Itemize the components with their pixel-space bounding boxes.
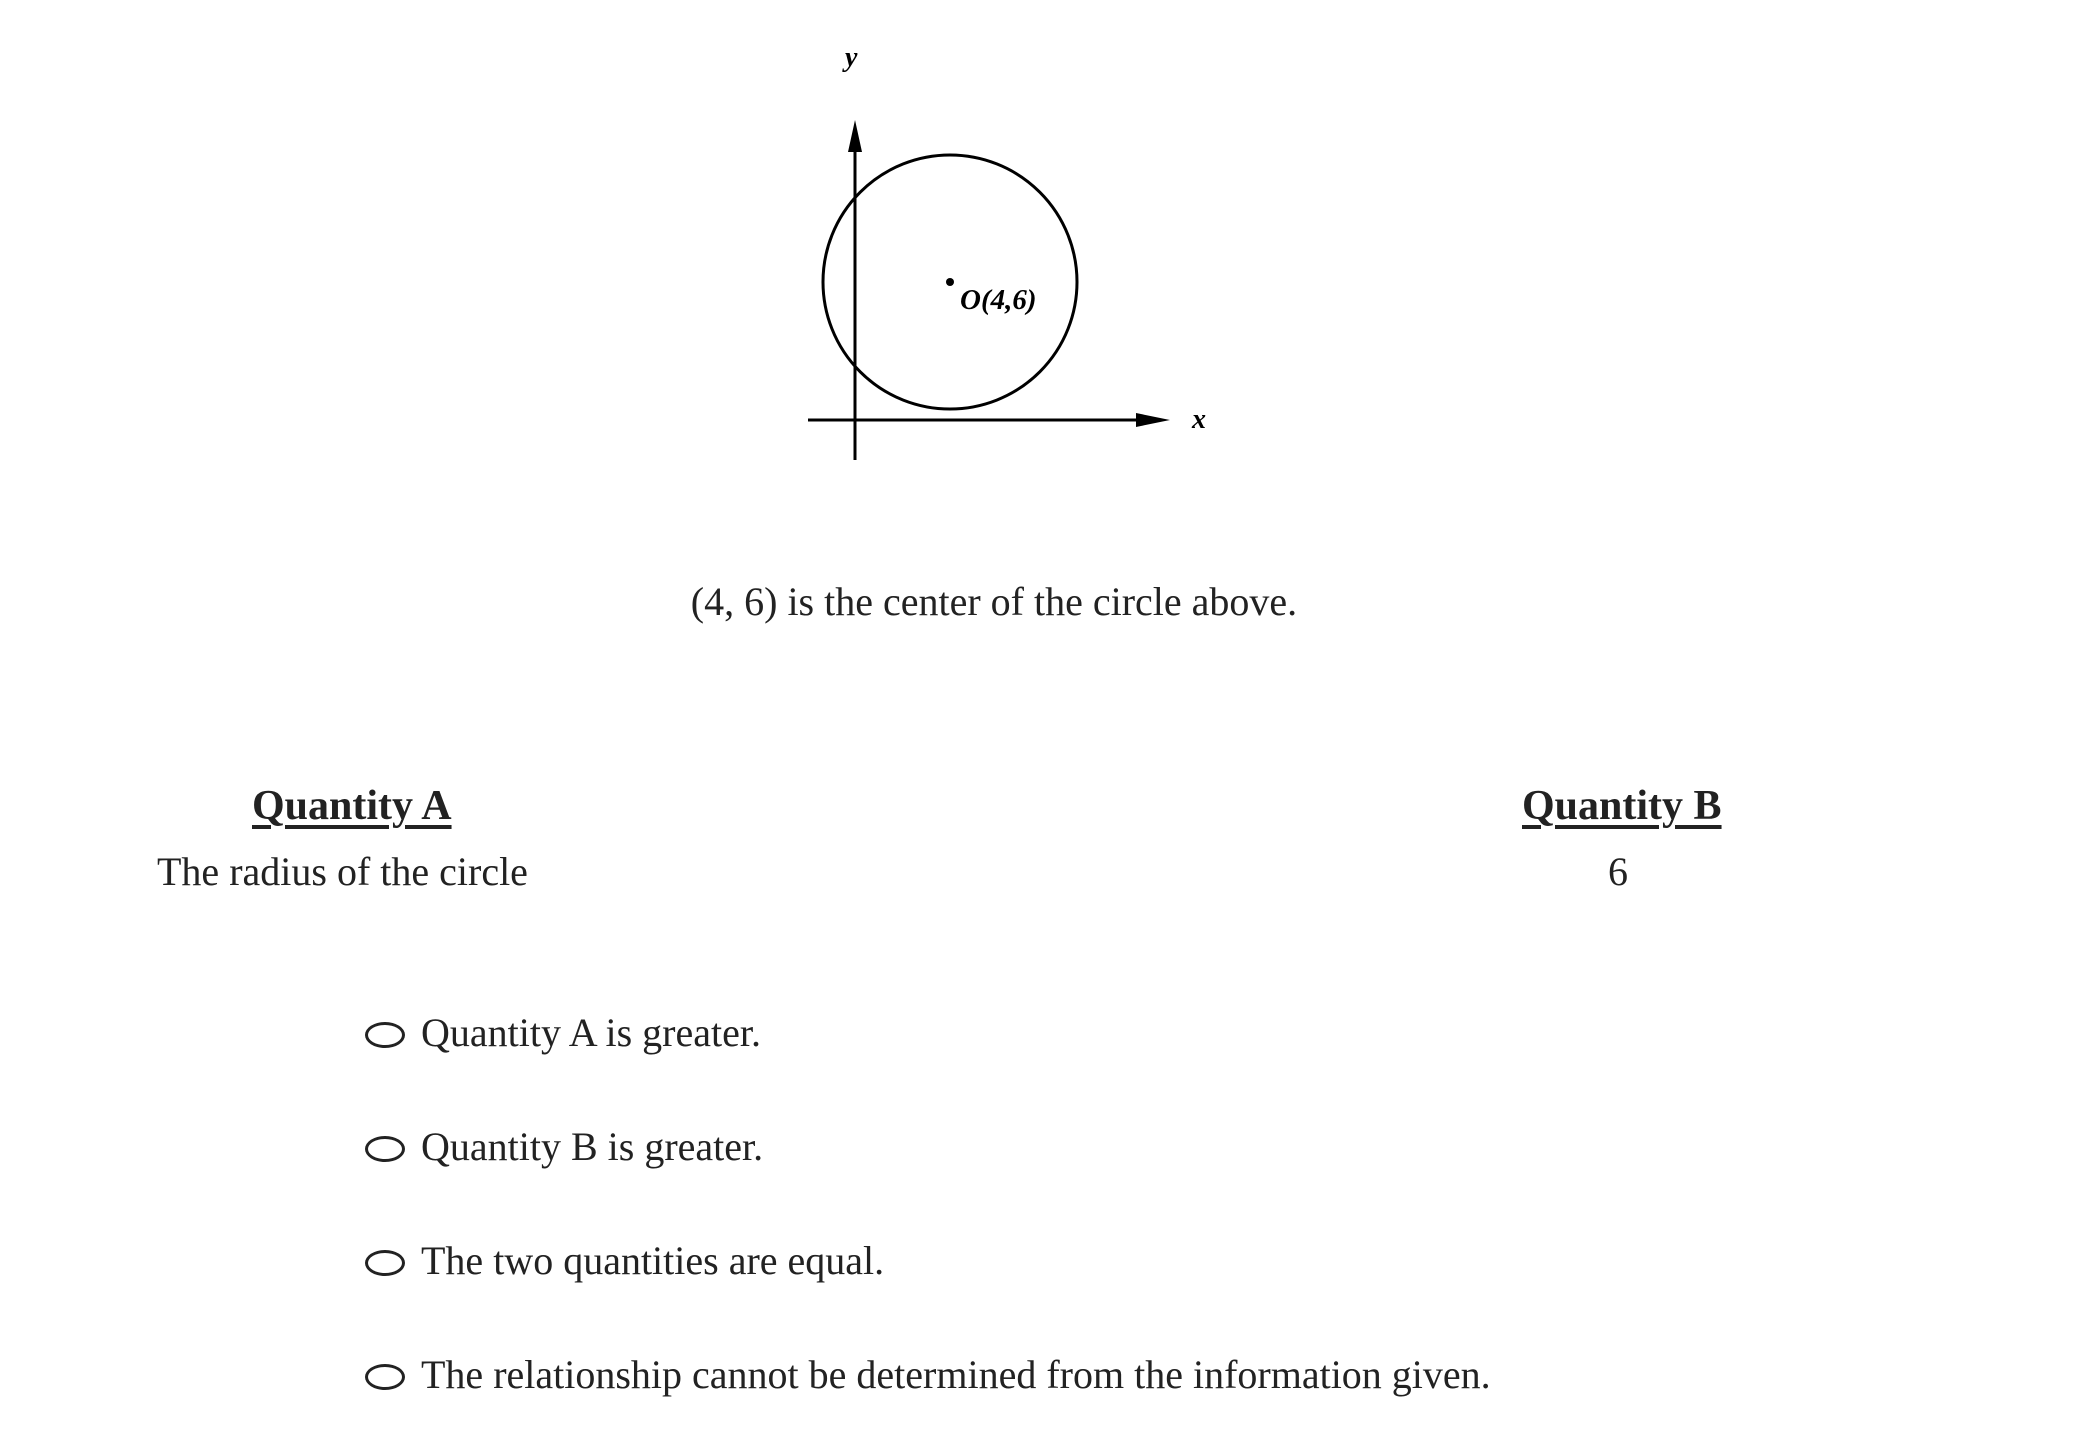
y-axis-label: y [845,42,858,73]
y-axis-arrowhead [848,120,862,152]
option-label: Quantity A is greater. [421,1009,761,1055]
option-b-greater[interactable] [365,1089,1491,1203]
option-a-greater[interactable] [365,975,1491,1089]
radio-button[interactable] [365,1364,405,1390]
center-label: O(4,6) [960,284,1037,316]
option-cannot-determine[interactable] [365,1317,1491,1431]
option-equal[interactable] [365,1203,1491,1317]
quantity-a-value: The radius of the circle [157,849,528,894]
question-stem: (4, 6) is the center of the circle above. [690,579,1298,624]
option-label: The relationship cannot be determined from the information given. [421,1351,1491,1397]
radio-button[interactable] [365,1136,405,1162]
center-point [946,278,954,286]
radio-button[interactable] [365,1250,405,1276]
quantity-a-header: Quantity A [252,783,452,829]
radio-button[interactable] [365,1022,405,1048]
quantity-b-value: 6 [1608,849,1628,894]
option-label: The two quantities are equal. [421,1237,885,1283]
answer-options [365,975,1491,1431]
quantity-b-header: Quantity B [1522,783,1722,829]
circle-figure [790,30,1250,480]
x-axis-arrowhead [1136,413,1170,427]
x-axis-label: x [1192,404,1206,435]
option-label: Quantity B is greater. [421,1123,764,1169]
